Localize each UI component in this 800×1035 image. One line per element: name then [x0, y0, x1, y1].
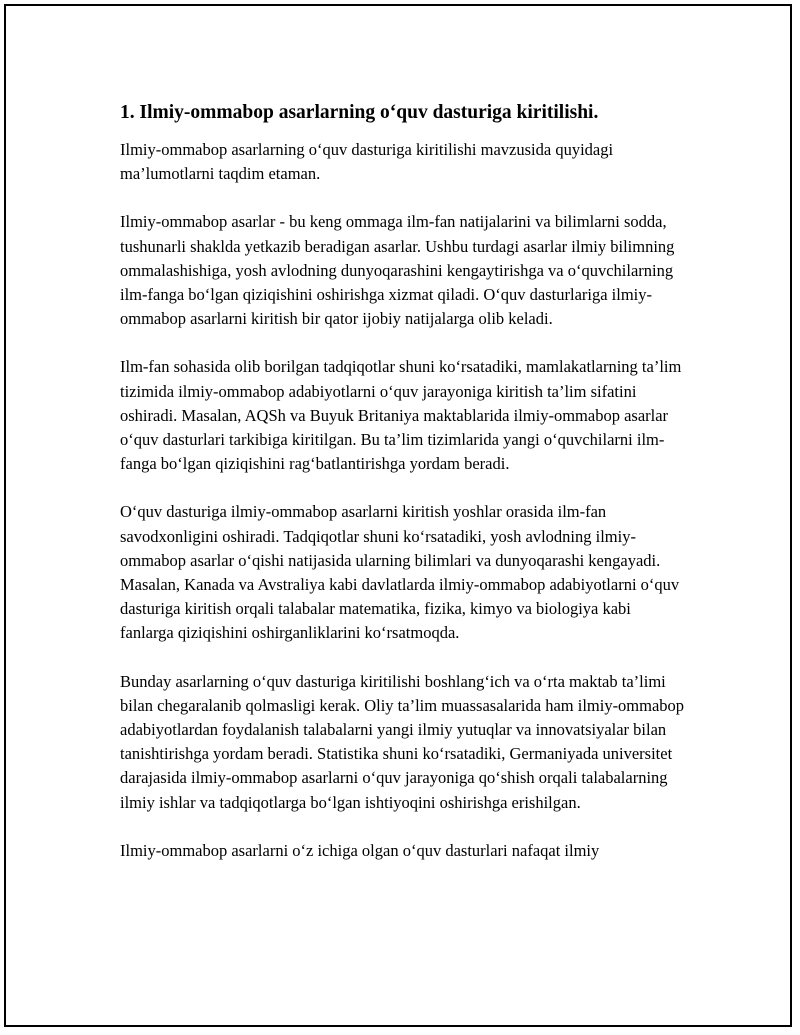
paragraph-continuation: Ilmiy-ommabop asarlarni o‘z ichiga olgan o‘quv dasturlari nafaqat ilmiy — [120, 840, 600, 860]
paragraph-definition: Ilmiy-ommabop asarlar - bu keng ommaga ilm-fan natijalarini va bilimlarni sodda, tushunarli shaklda yetkazib beradigan asarlar. Ushbu turdagi asarlar ilmiy bilimning ommalashishiga, yosh avlodning dunyoqarashini kengaytirishga va o‘quvchilarning ilm-fanga bo‘lgan qiziqishini oshirishga xizmat qiladi. O‘quv dasturlariga ilmiy-ommabop asarlarni kiritish bir qator ijobiy natijalarga olib keladi. — [120, 212, 675, 329]
paragraph-intro: Ilmiy-ommabop asarlarning o‘quv dasturiga kiritilishi mavzusida quyidagi ma’lumotlarni taqdim etaman. — [120, 140, 614, 184]
paragraph-research: Ilm-fan sohasida olib borilgan tadqiqotlar shuni ko‘rsatadiki, mamlakatlarning ta’lim tizimida ilmiy-ommabop adabiyotlarni o‘quv jarayoniga kiritish ta’lim sifatini oshiradi. Masalan, AQSh va Buyuk Britaniya maktablarida ilmiy-ommabop asarlar o‘quv dasturlari tarkibiga kiritilgan. Bu ta’lim tizimlarida yangi o‘quvchilarni ilm-fanga bo‘lgan qiziqishini rag‘batlantirishga yordam beradi. — [120, 357, 682, 474]
page-content — [120, 100, 688, 887]
section-heading: 1. Ilmiy-ommabop asarlarning o‘quv dasturiga kiritilishi. — [120, 102, 599, 123]
paragraph-literacy: O‘quv dasturiga ilmiy-ommabop asarlarni kiritish yoshlar orasida ilm-fan savodxonligini oshiradi. Tadqiqotlar shuni ko‘rsatadiki, yosh avlodning ilmiy-ommabop asarlar o‘qishi natijasida ularning bilimlari va dunyoqarashi kengayadi. Masalan, Kanada va Avstraliya kabi davlatlarda ilmiy-ommabop adabiyotlarni o‘quv dasturiga kiritish orqali talabalar matematika, fizika, kimyo va biologiya kabi fanlarga qiziqishini oshirganliklarini ko‘rsatmoqda. — [120, 502, 680, 643]
paragraph-higher-education: Bunday asarlarning o‘quv dasturiga kiritilishi boshlang‘ich va o‘rta maktab ta’limi bilan chegaralanib qolmasligi kerak. Oliy ta’lim muassasalarida ham ilmiy-ommabop adabiyotlardan foydalanish talabalarni yangi ilmiy yutuqlar va innovatsiyalar bilan tanishtirishga yordam beradi. Statistika shuni ko‘rsatadiki, Germaniyada universitet darajasida ilmiy-ommabop asarlarni o‘quv jarayoniga qo‘shish orqali talabalarning ilmiy ishlar va tadqiqotlarga bo‘lgan ishtiyoqini oshirishga erishilgan. — [120, 671, 685, 812]
page-frame — [4, 4, 792, 1027]
